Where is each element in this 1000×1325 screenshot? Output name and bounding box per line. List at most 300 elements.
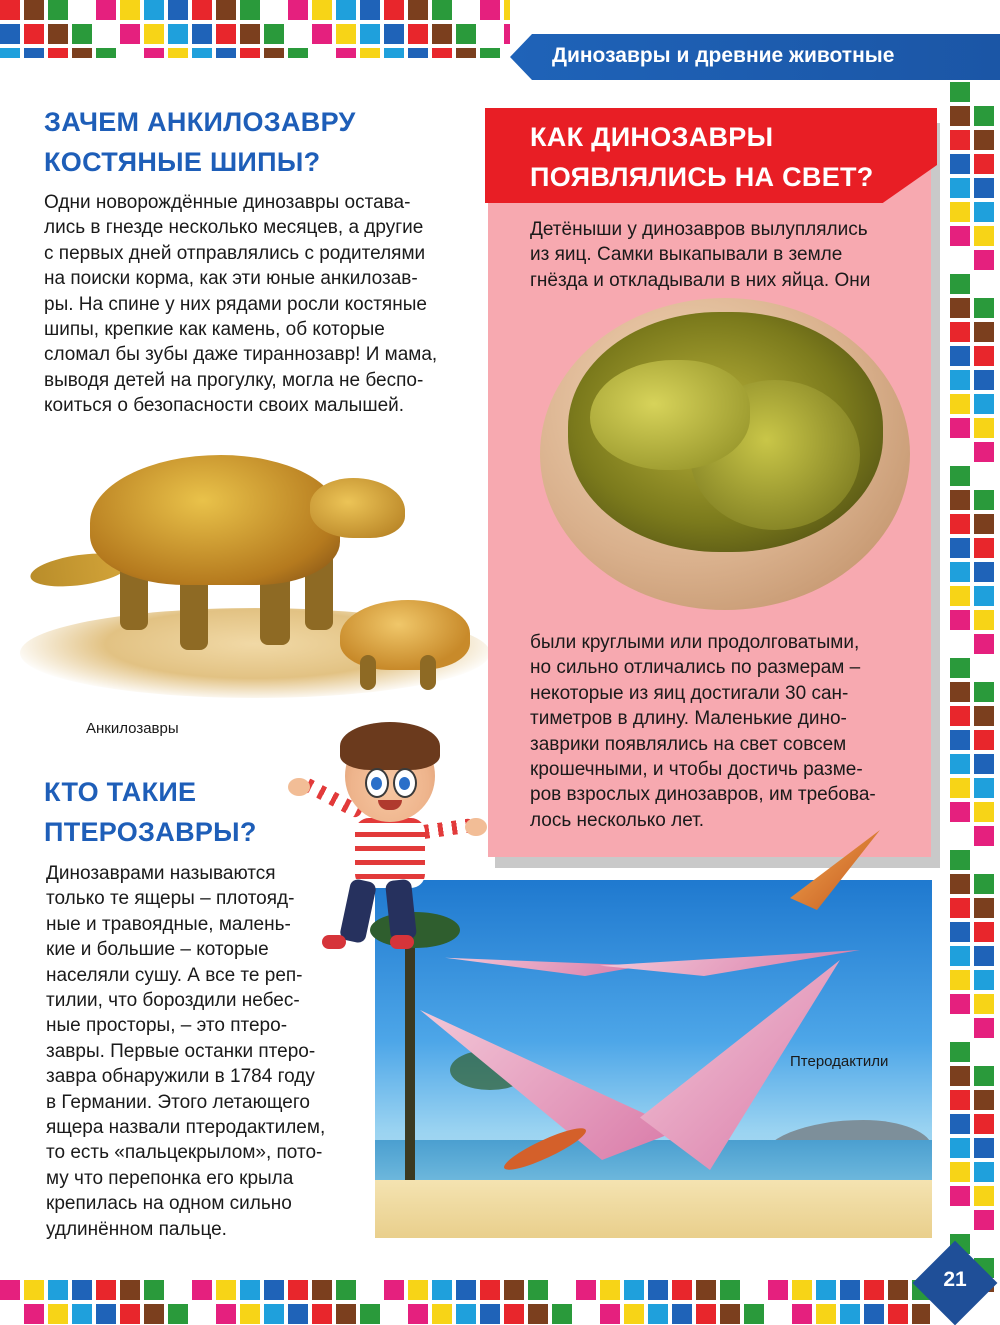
paragraph-line: Детёныши у динозавров вылуплялись [530, 219, 868, 240]
border-block [950, 1114, 970, 1134]
border-block [192, 1280, 212, 1300]
border-block [0, 0, 20, 20]
border-block [360, 24, 380, 44]
border-block [576, 1280, 596, 1300]
boy-left-shoe [322, 935, 346, 949]
border-block [974, 298, 994, 318]
border-block [974, 226, 994, 246]
border-block [950, 922, 970, 942]
paragraph-line: в Германии. Этого летающего [46, 1091, 310, 1113]
border-block [974, 922, 994, 942]
border-block [950, 1090, 970, 1110]
border-block [950, 1162, 970, 1182]
border-block [480, 1304, 500, 1324]
border-block [96, 1304, 116, 1324]
beach-sand [375, 1180, 932, 1238]
border-block [950, 154, 970, 174]
baby-ankylosaur-leg [360, 655, 376, 690]
border-block [264, 48, 284, 58]
border-block [48, 1304, 68, 1324]
border-block [384, 24, 404, 44]
paragraph-line: завра обнаружили в 1784 году [46, 1066, 315, 1088]
border-block [950, 778, 970, 798]
border-block [950, 1066, 970, 1086]
border-block [792, 1280, 812, 1300]
border-block [950, 130, 970, 150]
border-block [950, 514, 970, 534]
ankylosaur-head [310, 478, 405, 538]
border-block [192, 1304, 212, 1324]
paragraph-line: гнёзда и откладывали в них яйца. Они [530, 269, 871, 291]
border-block [912, 1304, 930, 1324]
border-block [720, 1304, 740, 1324]
border-block [974, 1138, 994, 1158]
border-block [0, 1304, 20, 1324]
border-block [336, 1280, 356, 1300]
border-block [0, 24, 20, 44]
ankylosaur-heading-line: КОСТЯНЫЕ ШИПЫ? [44, 147, 321, 177]
border-block [72, 1304, 92, 1324]
border-block [576, 1304, 596, 1324]
paragraph-line: крошечными, и чтобы достичь разме- [530, 759, 863, 781]
paragraph-line: удлинённом пальце. [46, 1218, 227, 1240]
border-block [744, 1280, 764, 1300]
border-block [288, 24, 308, 44]
paragraph-line: заврики появлялись на свет совсем [530, 733, 847, 755]
pterodactyls-caption: Птеродактили [790, 1053, 889, 1070]
border-block [974, 898, 994, 918]
border-block [264, 0, 284, 20]
paragraph-line: ящера назвали птеродактилем, [46, 1117, 326, 1139]
border-block [950, 346, 970, 366]
paragraph-line: тилии, что бороздили небес- [46, 990, 300, 1012]
border-block [974, 1090, 994, 1110]
border-block [288, 1304, 308, 1324]
border-block [974, 586, 994, 606]
paragraph-line: были круглыми или продолговатыми, [530, 632, 860, 653]
border-block [950, 994, 970, 1014]
ankylosaur-paragraph [44, 190, 484, 419]
border-block [974, 1018, 994, 1038]
border-block [96, 0, 116, 20]
border-block [974, 1162, 994, 1182]
border-block [744, 1304, 764, 1324]
border-block [974, 1066, 994, 1086]
boy-right-pupil [399, 777, 410, 790]
border-block [950, 634, 970, 654]
border-block [950, 562, 970, 582]
border-block [504, 1280, 524, 1300]
border-block [648, 1304, 668, 1324]
border-block [240, 48, 260, 58]
border-block [816, 1280, 836, 1300]
border-block [950, 418, 970, 438]
border-block [950, 970, 970, 990]
paragraph-line: завры. Первые останки птеро- [46, 1040, 316, 1062]
border-block [24, 48, 44, 58]
border-block [974, 538, 994, 558]
border-block [974, 130, 994, 150]
border-block [288, 48, 308, 58]
border-block [360, 1304, 380, 1324]
ankylosaur-heading-line: ЗАЧЕМ АНКИЛОЗАВРУ [44, 107, 356, 137]
border-block [336, 1304, 356, 1324]
boy-right-hand [465, 818, 487, 836]
border-block [408, 1280, 428, 1300]
border-block [48, 48, 68, 58]
border-block [384, 0, 404, 20]
border-block [974, 658, 994, 678]
border-block [288, 1280, 308, 1300]
birth-heading [530, 117, 930, 197]
palm-trunk [405, 930, 415, 1180]
border-block [974, 610, 994, 630]
border-block [384, 1304, 404, 1324]
border-block [974, 826, 994, 846]
border-block [432, 48, 452, 58]
border-block [974, 1186, 994, 1206]
border-block [974, 946, 994, 966]
paragraph-line: лись в гнезде несколько месяцев, а другие [44, 217, 424, 239]
border-block [144, 1304, 164, 1324]
border-block [950, 754, 970, 774]
border-block [974, 250, 994, 270]
paragraph-line: из яиц. Самки выкапывали в земле [530, 244, 843, 266]
border-block [950, 322, 970, 342]
boy-left-hand [288, 778, 310, 796]
border-block [192, 0, 212, 20]
paragraph-line: Одни новорождённые динозавры остава- [44, 192, 411, 213]
border-block [720, 1280, 740, 1300]
border-block [240, 1304, 260, 1324]
border-block [974, 706, 994, 726]
border-block [950, 586, 970, 606]
birth-paragraph-top [530, 217, 920, 293]
border-block [950, 682, 970, 702]
border-block [216, 1280, 236, 1300]
border-block [144, 48, 164, 58]
border-block [974, 1042, 994, 1062]
border-block [950, 898, 970, 918]
border-block [168, 0, 188, 20]
border-block [336, 48, 356, 58]
top-color-border [0, 0, 510, 58]
border-block [456, 48, 476, 58]
ankylosaur-body [90, 455, 340, 585]
border-block [950, 466, 970, 486]
border-block [456, 1280, 476, 1300]
paragraph-line: ры. На спине у них рядами росли костяные [44, 293, 427, 315]
border-block [950, 850, 970, 870]
border-block [950, 826, 970, 846]
border-block [792, 1304, 812, 1324]
paragraph-line: сломал бы зубы даже тираннозавр! И мама, [44, 344, 438, 366]
paragraph-line: некоторые из яиц достигали 30 сан- [530, 682, 849, 704]
border-block [950, 370, 970, 390]
border-block [974, 490, 994, 510]
border-block [264, 1280, 284, 1300]
paragraph-line: му что перепонка его крыла [46, 1167, 294, 1189]
border-block [168, 1304, 188, 1324]
border-block [528, 1304, 548, 1324]
border-block [48, 1280, 68, 1300]
border-block [456, 1304, 476, 1324]
border-block [552, 1280, 572, 1300]
border-block [504, 48, 510, 58]
border-block [72, 24, 92, 44]
border-block [624, 1280, 644, 1300]
boy-hair [340, 722, 440, 770]
border-block [696, 1304, 716, 1324]
border-block [974, 178, 994, 198]
border-block [552, 1304, 572, 1324]
border-block [974, 730, 994, 750]
border-block [24, 0, 44, 20]
border-block [336, 0, 356, 20]
border-block [950, 298, 970, 318]
border-block [288, 0, 308, 20]
border-block [408, 0, 428, 20]
border-block [144, 24, 164, 44]
paragraph-line: с первых дней отправлялись с родителями [44, 242, 426, 264]
border-block [950, 274, 970, 294]
border-block [0, 48, 20, 58]
border-block [864, 1304, 884, 1324]
border-block [96, 1280, 116, 1300]
paragraph-line: Динозаврами называются [46, 863, 276, 884]
paragraph-line: но сильно отличались по размерам – [530, 657, 861, 679]
birth-heading-line: КАК ДИНОЗАВРЫ [530, 122, 774, 152]
border-block [950, 1186, 970, 1206]
border-block [950, 226, 970, 246]
border-block [384, 1280, 404, 1300]
paragraph-line: ные просторы, – это птеро- [46, 1015, 288, 1037]
border-block [192, 24, 212, 44]
border-block [648, 1280, 668, 1300]
border-block [840, 1280, 860, 1300]
border-block [974, 874, 994, 894]
paragraph-line: ров взрослых динозавров, им требова- [530, 784, 876, 806]
border-block [408, 24, 428, 44]
border-block [950, 106, 970, 126]
border-block [240, 1280, 260, 1300]
border-block [360, 0, 380, 20]
border-block [24, 1304, 44, 1324]
border-block [312, 1280, 332, 1300]
border-block [950, 394, 970, 414]
border-block [888, 1280, 908, 1300]
border-block [432, 1280, 452, 1300]
baby-dinosaur-head [590, 360, 750, 470]
border-block [144, 1280, 164, 1300]
border-block [48, 24, 68, 44]
border-block [950, 610, 970, 630]
border-block [974, 634, 994, 654]
paragraph-line: населяли сушу. А все те реп- [46, 964, 303, 986]
border-block [168, 48, 188, 58]
baby-ankylosaur-leg [420, 655, 436, 690]
border-block [408, 1304, 428, 1324]
border-block [240, 0, 260, 20]
border-block [974, 802, 994, 822]
birth-heading-line: ПОЯВЛЯЛИСЬ НА СВЕТ? [530, 162, 874, 192]
border-block [24, 1280, 44, 1300]
border-block [950, 178, 970, 198]
border-block [480, 1280, 500, 1300]
border-block [974, 994, 994, 1014]
border-block [840, 1304, 860, 1324]
border-block [950, 1042, 970, 1062]
border-block [950, 706, 970, 726]
border-block [974, 394, 994, 414]
border-block [480, 24, 500, 44]
border-block [974, 82, 994, 102]
border-block [504, 24, 510, 44]
border-block [456, 0, 476, 20]
border-block [974, 970, 994, 990]
paragraph-line: кие и большие – которые [46, 939, 269, 961]
border-block [974, 514, 994, 534]
header-banner-title: Динозавры и древние животные [552, 44, 895, 67]
birth-paragraph-bottom [530, 630, 920, 833]
border-block [950, 490, 970, 510]
border-block [96, 48, 116, 58]
border-block [950, 1210, 970, 1230]
border-block [974, 106, 994, 126]
border-block [480, 48, 500, 58]
border-block [950, 1018, 970, 1038]
border-block [120, 1280, 140, 1300]
ankylosaurs-caption: Анкилозавры [86, 720, 179, 737]
border-block [240, 24, 260, 44]
border-block [672, 1280, 692, 1300]
border-block [264, 24, 284, 44]
border-block [974, 778, 994, 798]
border-block [528, 1280, 548, 1300]
border-block [72, 1280, 92, 1300]
border-block [950, 946, 970, 966]
border-block [974, 274, 994, 294]
pterosaur-heading-line: КТО ТАКИЕ [44, 777, 197, 807]
border-block [216, 0, 236, 20]
border-block [974, 1114, 994, 1134]
border-block [974, 346, 994, 366]
border-block [672, 1304, 692, 1324]
ankylosaur-heading [44, 102, 464, 182]
border-block [974, 682, 994, 702]
paragraph-line: тиметров в длину. Маленькие дино- [530, 708, 847, 730]
bottom-color-border [0, 1280, 930, 1325]
paragraph-line: крепилась на одном сильно [46, 1193, 292, 1215]
border-block [504, 0, 510, 20]
border-block [768, 1280, 788, 1300]
border-block [24, 24, 44, 44]
right-color-border [950, 82, 1000, 1292]
border-block [950, 82, 970, 102]
border-block [974, 442, 994, 462]
border-block [360, 48, 380, 58]
border-block [974, 370, 994, 390]
border-block [432, 24, 452, 44]
border-block [72, 0, 92, 20]
border-block [504, 1304, 524, 1324]
border-block [360, 1280, 380, 1300]
border-block [456, 24, 476, 44]
border-block [48, 0, 68, 20]
border-block [600, 1304, 620, 1324]
border-block [264, 1304, 284, 1324]
border-block [974, 154, 994, 174]
border-block [216, 48, 236, 58]
border-block [950, 1138, 970, 1158]
border-block [168, 1280, 188, 1300]
border-block [120, 1304, 140, 1324]
paragraph-line: то есть «пальцекрылом», пото- [46, 1142, 323, 1164]
border-block [600, 1280, 620, 1300]
page-number: 21 [943, 1268, 967, 1291]
paragraph-line: на поиски корма, как эти юные анкилозав- [44, 268, 418, 290]
border-block [974, 754, 994, 774]
border-block [312, 48, 332, 58]
boy-left-pupil [371, 777, 382, 790]
border-block [384, 48, 404, 58]
border-block [974, 562, 994, 582]
border-block [432, 1304, 452, 1324]
boy-shirt [355, 818, 425, 888]
border-block [950, 202, 970, 222]
border-block [974, 850, 994, 870]
border-block [624, 1304, 644, 1324]
border-block [168, 24, 188, 44]
border-block [192, 48, 212, 58]
border-block [950, 442, 970, 462]
border-block [974, 322, 994, 342]
border-block [696, 1280, 716, 1300]
border-block [888, 1304, 908, 1324]
border-block [950, 874, 970, 894]
paragraph-line: только те ящеры – плотояд- [46, 888, 295, 910]
border-block [432, 0, 452, 20]
border-block [408, 48, 428, 58]
paragraph-line: коиться о безопасности своих малышей. [44, 395, 405, 417]
border-block [950, 802, 970, 822]
border-block [120, 48, 140, 58]
border-block [336, 24, 356, 44]
border-block [974, 418, 994, 438]
pterosaur-paragraph [46, 861, 366, 1242]
pterosaur-heading-line: ПТЕРОЗАВРЫ? [44, 817, 257, 847]
border-block [974, 202, 994, 222]
border-block [120, 0, 140, 20]
border-block [120, 24, 140, 44]
border-block [950, 730, 970, 750]
boy-right-shoe [390, 935, 414, 949]
border-block [816, 1304, 836, 1324]
border-block [950, 658, 970, 678]
border-block [312, 0, 332, 20]
border-block [216, 24, 236, 44]
border-block [974, 466, 994, 486]
border-block [950, 538, 970, 558]
border-block [768, 1304, 788, 1324]
border-block [480, 0, 500, 20]
paragraph-line: шипы, крепкие как камень, об которые [44, 319, 385, 341]
border-block [96, 24, 116, 44]
border-block [216, 1304, 236, 1324]
paragraph-line: выводя детей на прогулку, могла не беспо- [44, 369, 424, 391]
paragraph-line: лось несколько лет. [530, 809, 705, 831]
border-block [864, 1280, 884, 1300]
